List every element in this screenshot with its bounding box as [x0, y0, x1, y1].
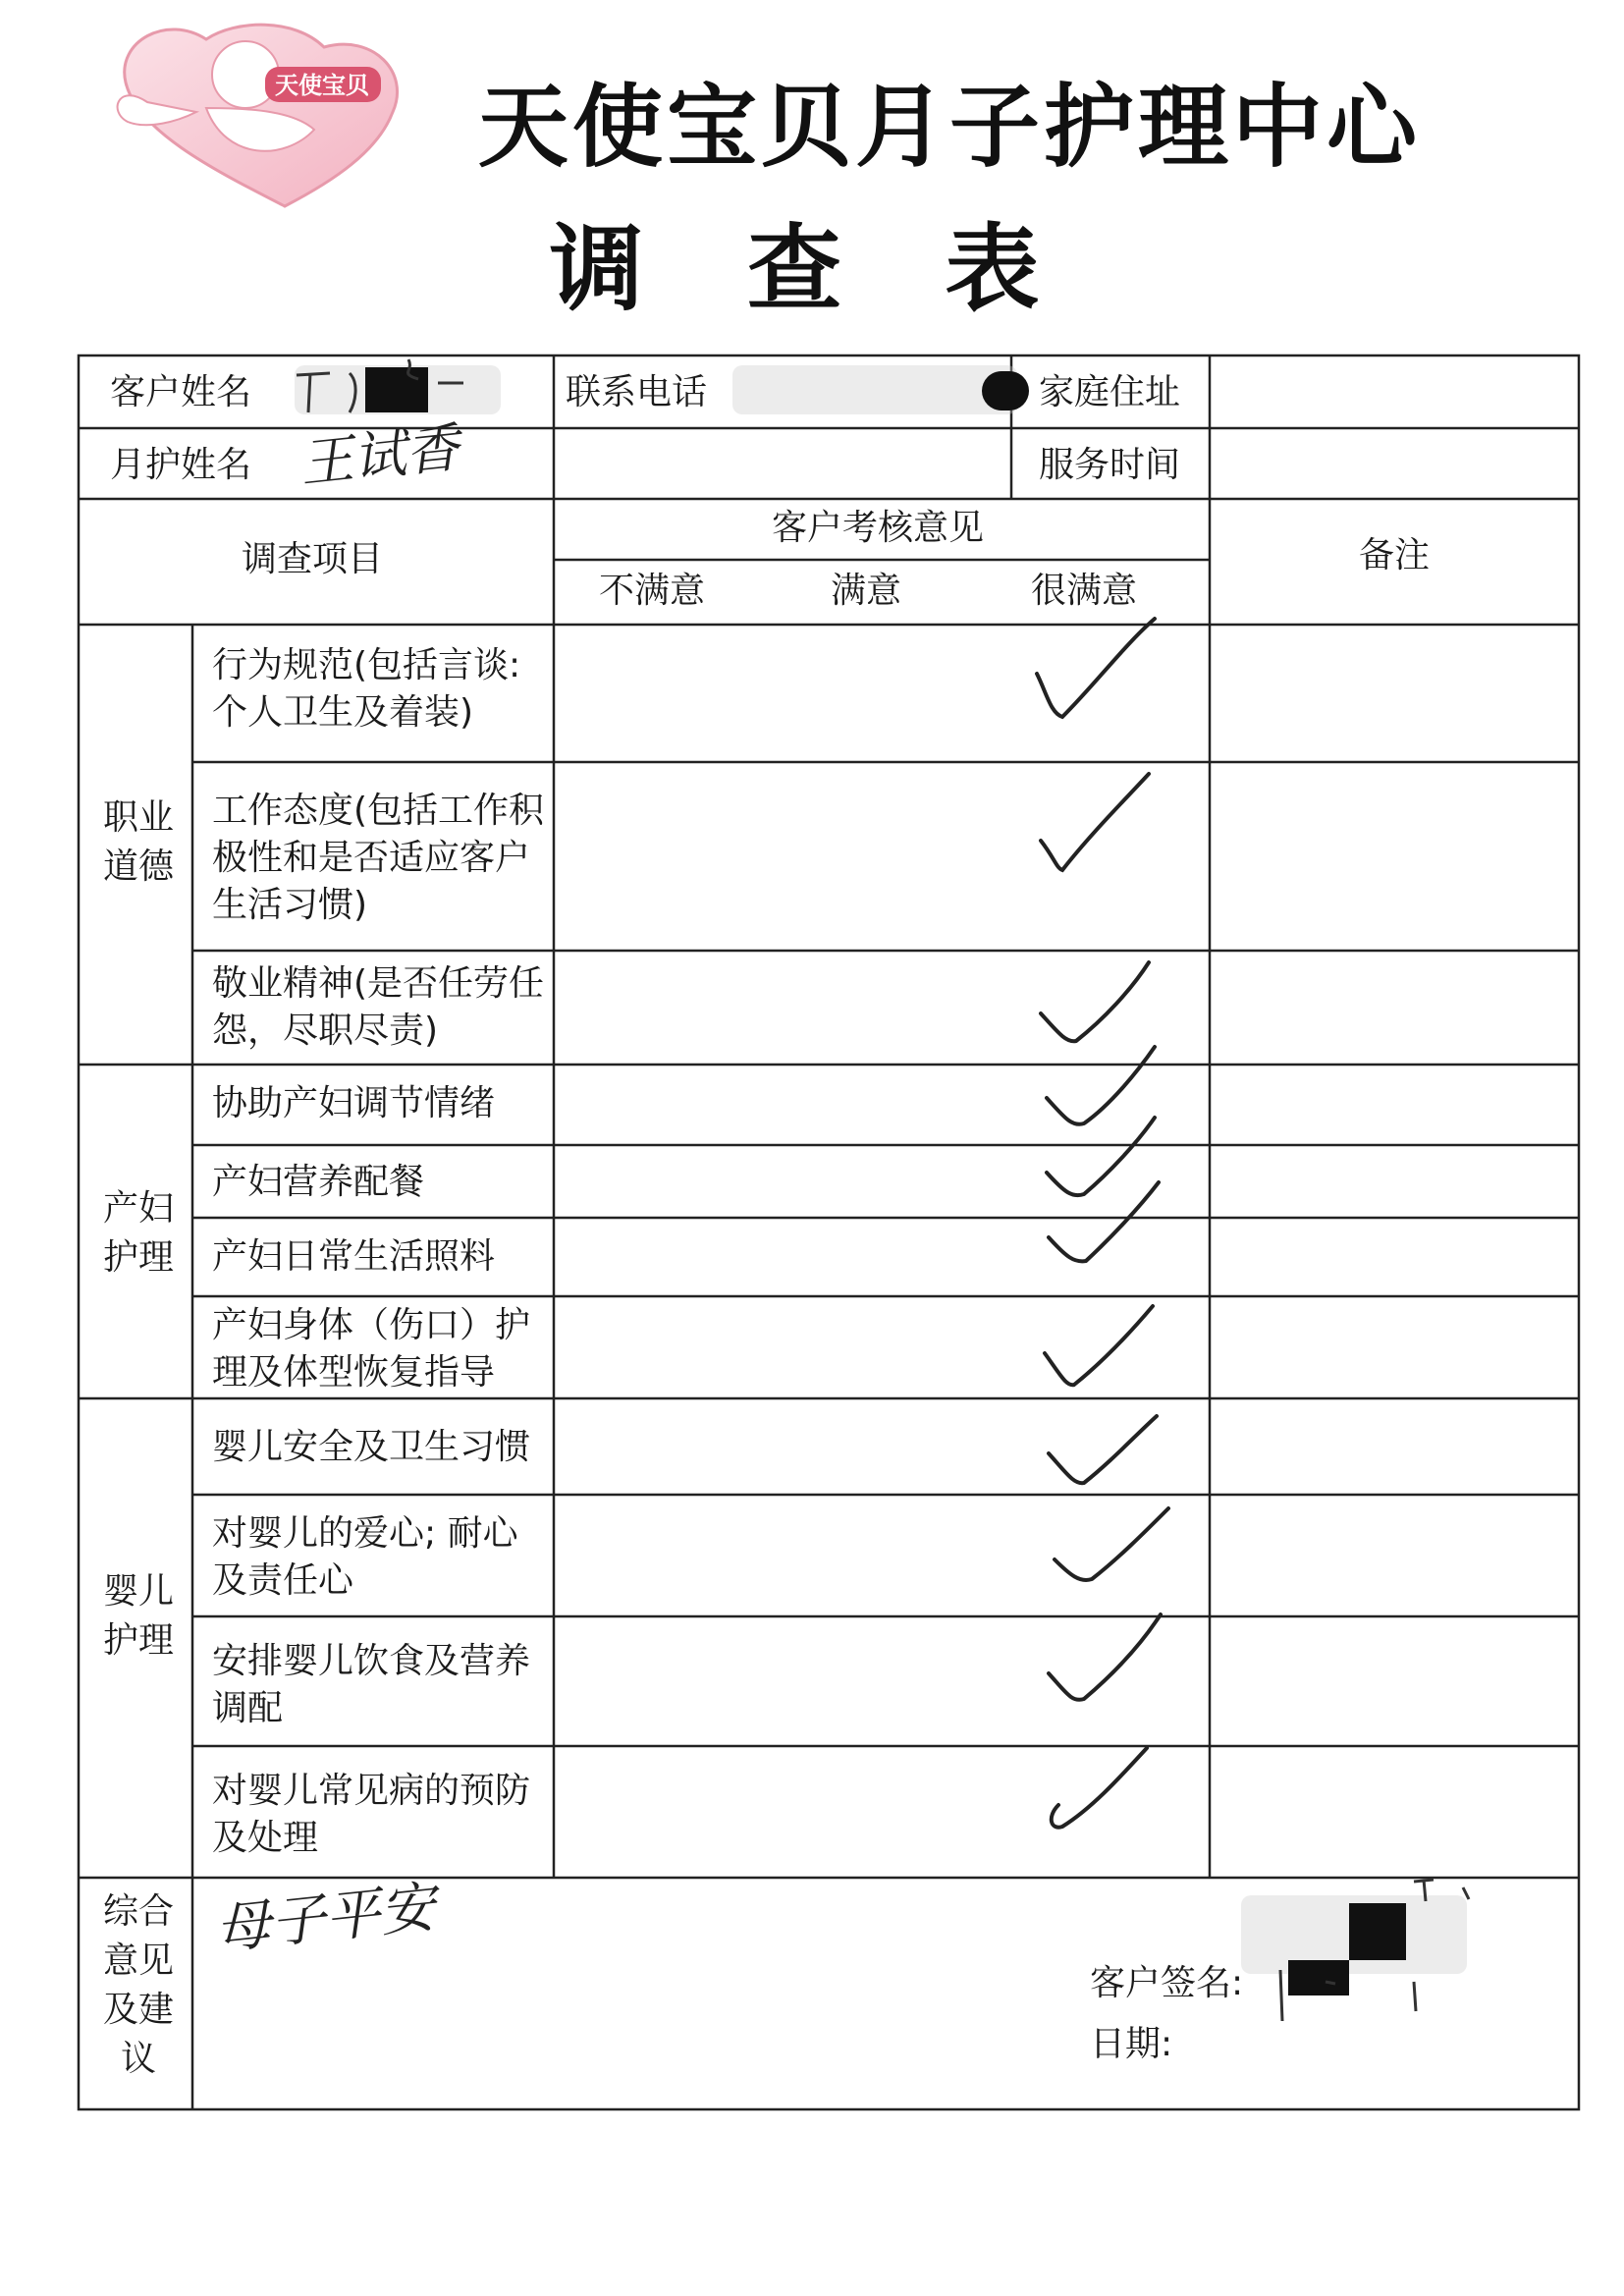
survey-item: 协助产妇调节情绪: [212, 1083, 496, 1123]
check-mark-icon: [1031, 770, 1168, 878]
dissatisfied-header: 不满意: [599, 571, 706, 611]
page-title: 天使宝贝月子护理中心: [477, 75, 1421, 180]
summary-label: 综合 意见 及建 议: [102, 1891, 174, 2079]
survey-item: 产妇身体（伤口）护 理及体型恢复指导: [212, 1305, 531, 1393]
items-header: 调查项目: [242, 539, 384, 579]
redaction-smudge: [732, 365, 1017, 414]
service-time-label: 服务时间: [1039, 445, 1181, 485]
check-mark-icon: [1027, 615, 1164, 723]
summary-comment: 母子平安: [212, 1875, 439, 1962]
address-label: 家庭住址: [1039, 372, 1181, 412]
category-infant-care: 婴儿 护理: [102, 1571, 174, 1661]
survey-item: 敬业精神(是否任劳任 怨，尽职尽责): [212, 963, 545, 1051]
satisfied-header: 满意: [831, 571, 902, 611]
date-label: 日期:: [1090, 2024, 1173, 2064]
survey-item: 产妇营养配餐: [212, 1162, 425, 1202]
customer-name-scribble: [291, 354, 526, 422]
logo-text: 天使宝贝: [275, 72, 369, 99]
survey-item: 对婴儿常见病的预防 及处理: [212, 1771, 531, 1858]
remarks-header: 备注: [1359, 535, 1431, 575]
opinion-header: 客户考核意见: [772, 508, 985, 548]
check-mark-icon: [1041, 1607, 1178, 1715]
signature-label: 客户签名:: [1090, 1963, 1244, 2003]
redaction-block: [982, 371, 1029, 410]
very-satisfied-header: 很满意: [1031, 571, 1138, 611]
nurse-name-label: 月护姓名: [110, 445, 252, 485]
check-mark-icon: [1037, 1302, 1174, 1410]
survey-item: 产妇日常生活照料: [212, 1236, 496, 1277]
survey-item: 婴儿安全及卫生习惯: [212, 1427, 531, 1467]
category-professional-ethics: 职业 道德: [102, 797, 174, 887]
page-subtitle: 调 查 表: [549, 214, 1075, 324]
survey-item: 行为规范(包括言谈: 个人卫生及着装): [212, 645, 521, 733]
nurse-name-value: 王试香: [297, 416, 462, 495]
check-mark-icon: [1041, 1178, 1178, 1286]
customer-name-label: 客户姓名: [110, 372, 252, 412]
check-mark-icon: [1047, 1504, 1184, 1613]
check-mark-icon: [1039, 1744, 1176, 1852]
survey-item: 工作态度(包括工作积 极性和是否适应客户 生活习惯): [212, 791, 545, 925]
survey-item: 安排婴儿饮食及营养 调配: [212, 1641, 531, 1728]
category-mother-care: 产妇 护理: [102, 1188, 174, 1278]
phone-label: 联系电话: [566, 372, 708, 412]
survey-item: 对婴儿的爱心; 耐心 及责任心: [212, 1513, 518, 1601]
signature-scribble: [1267, 1874, 1512, 2031]
